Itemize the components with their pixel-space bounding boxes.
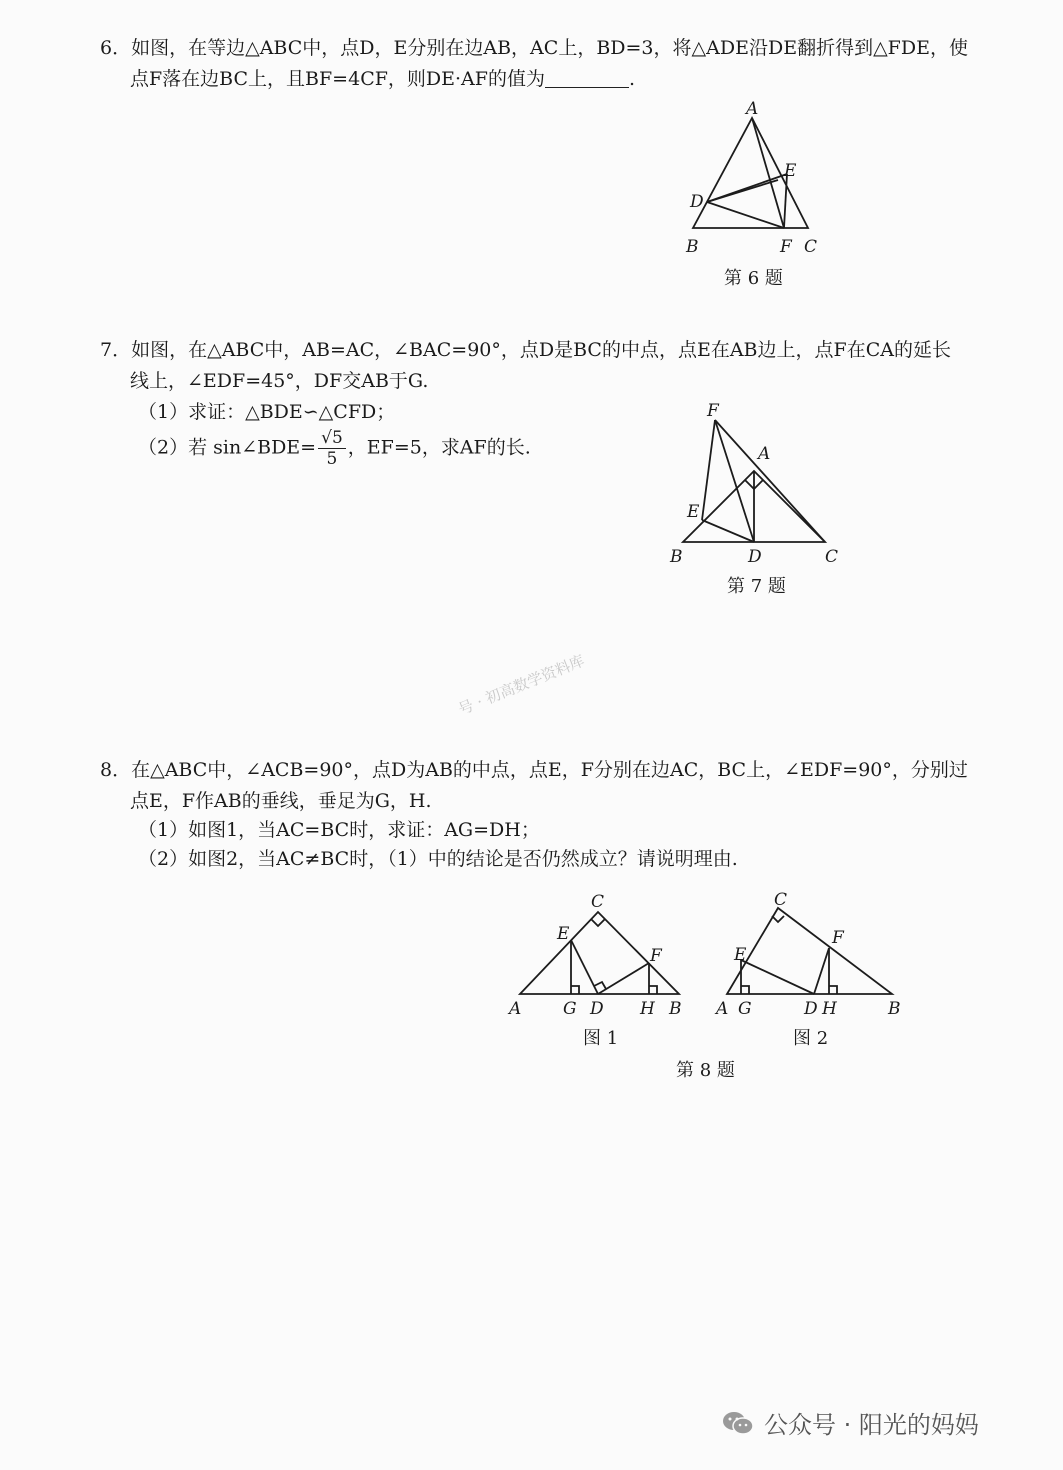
label-b: B — [669, 999, 682, 1019]
problem-8-line-2: 点E，F作AB的垂线，垂足为G，H. — [130, 790, 432, 812]
right-angle-h — [829, 986, 837, 994]
label-d: D — [690, 192, 704, 212]
footer-brand — [722, 1405, 979, 1440]
problem-8-line-1: 8．在△ABC中，∠ACB=90°，点D为AB的中点，点E，F分别在边AC，BC上，∠EDF=90°，分别过 — [100, 759, 968, 781]
footer-brand-text: 公众号 · 阳光的妈妈 — [764, 1411, 979, 1439]
label-c: C — [804, 237, 818, 257]
figure-problem-7 — [665, 400, 855, 570]
triangle-abc — [727, 908, 892, 994]
problem-7-part-2: （2）若 sin∠BDE= $\frac{√5}{5}$ ，EF=5，求AF的长. — [138, 428, 531, 469]
label-e: E — [734, 945, 747, 965]
segment-fd — [814, 948, 829, 994]
label-e: E — [784, 161, 797, 181]
label-g: G — [563, 999, 577, 1019]
problem-8-part-2: （2）如图2，当AC≠BC时，（1）中的结论是否仍然成立？请说明理由. — [138, 848, 738, 870]
label-a: A — [746, 99, 759, 119]
figure-problem-6 — [660, 100, 860, 270]
label-d: D — [804, 999, 818, 1019]
label-h: H — [640, 999, 655, 1019]
segment-fc — [715, 420, 825, 542]
label-d: D — [748, 547, 762, 567]
label-a: A — [509, 999, 522, 1019]
label-h: H — [822, 999, 837, 1019]
segment-df — [707, 202, 784, 228]
problem-6-text: 点F落在边BC上，且BF=4CF，则DE·AF的值为 — [130, 68, 545, 90]
problem-8-part-1: （1）如图1，当AC=BC时，求证：AG=DH； — [138, 819, 540, 841]
problem-6-end: . — [628, 68, 636, 90]
label-g: G — [738, 999, 752, 1019]
caption-problem-7: 第 7 题 — [727, 576, 786, 597]
label-d: D — [590, 999, 604, 1019]
label-b: B — [670, 547, 683, 567]
answer-blank — [545, 69, 629, 88]
problem-6-line-1: 6．如图，在等边△ABC中，点D，E分别在边AB，AC上，BD=3，将△ADE沿DE翻折得到△FDE，使 — [100, 37, 968, 59]
right-angle-c — [772, 916, 784, 922]
problem-6-line-2 — [130, 66, 635, 92]
right-angle-h — [649, 986, 657, 994]
label-b: B — [686, 237, 699, 257]
label-c: C — [825, 547, 839, 567]
caption-problem-6: 第 6 题 — [724, 268, 783, 289]
fraction-sqrt5-over-5: $\frac{√5}{5}$ — [318, 428, 346, 469]
watermark: 号 · 初高数学资料库 — [455, 651, 588, 719]
segment-fe — [702, 420, 715, 520]
caption-figure-1: 图 1 — [583, 1028, 619, 1049]
label-b: B — [888, 999, 901, 1019]
label-e: E — [687, 502, 700, 522]
label-e: E — [557, 924, 570, 944]
figure-8-1 — [505, 890, 695, 1025]
right-angle-c — [591, 919, 605, 926]
caption-figure-2: 图 2 — [793, 1028, 829, 1049]
segment-fd — [598, 963, 649, 994]
caption-problem-8: 第 8 题 — [676, 1060, 735, 1081]
wechat-icon — [722, 1410, 754, 1436]
right-angle-g — [571, 986, 579, 994]
label-f: F — [650, 946, 662, 966]
label-a: A — [758, 444, 771, 464]
segment-ed — [702, 520, 754, 542]
label-c: C — [591, 892, 605, 912]
problem-7-part-1: （1）求证：△BDE∽△CFD； — [138, 401, 396, 423]
label-f: F — [780, 237, 792, 257]
segment-fd — [715, 420, 754, 542]
right-angle-g — [741, 986, 749, 994]
label-f: F — [707, 401, 719, 421]
segment-ed — [741, 960, 814, 994]
figure-8-2 — [712, 890, 912, 1025]
problem-7-line-1: 7．如图，在△ABC中，AB=AC，∠BAC=90°，点D是BC的中点，点E在AB边上，点F在CA的延长 — [100, 339, 951, 361]
problem-7-line-2: 线上，∠EDF=45°，DF交AB于G. — [130, 370, 429, 392]
label-f: F — [832, 928, 844, 948]
label-c: C — [774, 890, 788, 910]
label-a: A — [716, 999, 729, 1019]
